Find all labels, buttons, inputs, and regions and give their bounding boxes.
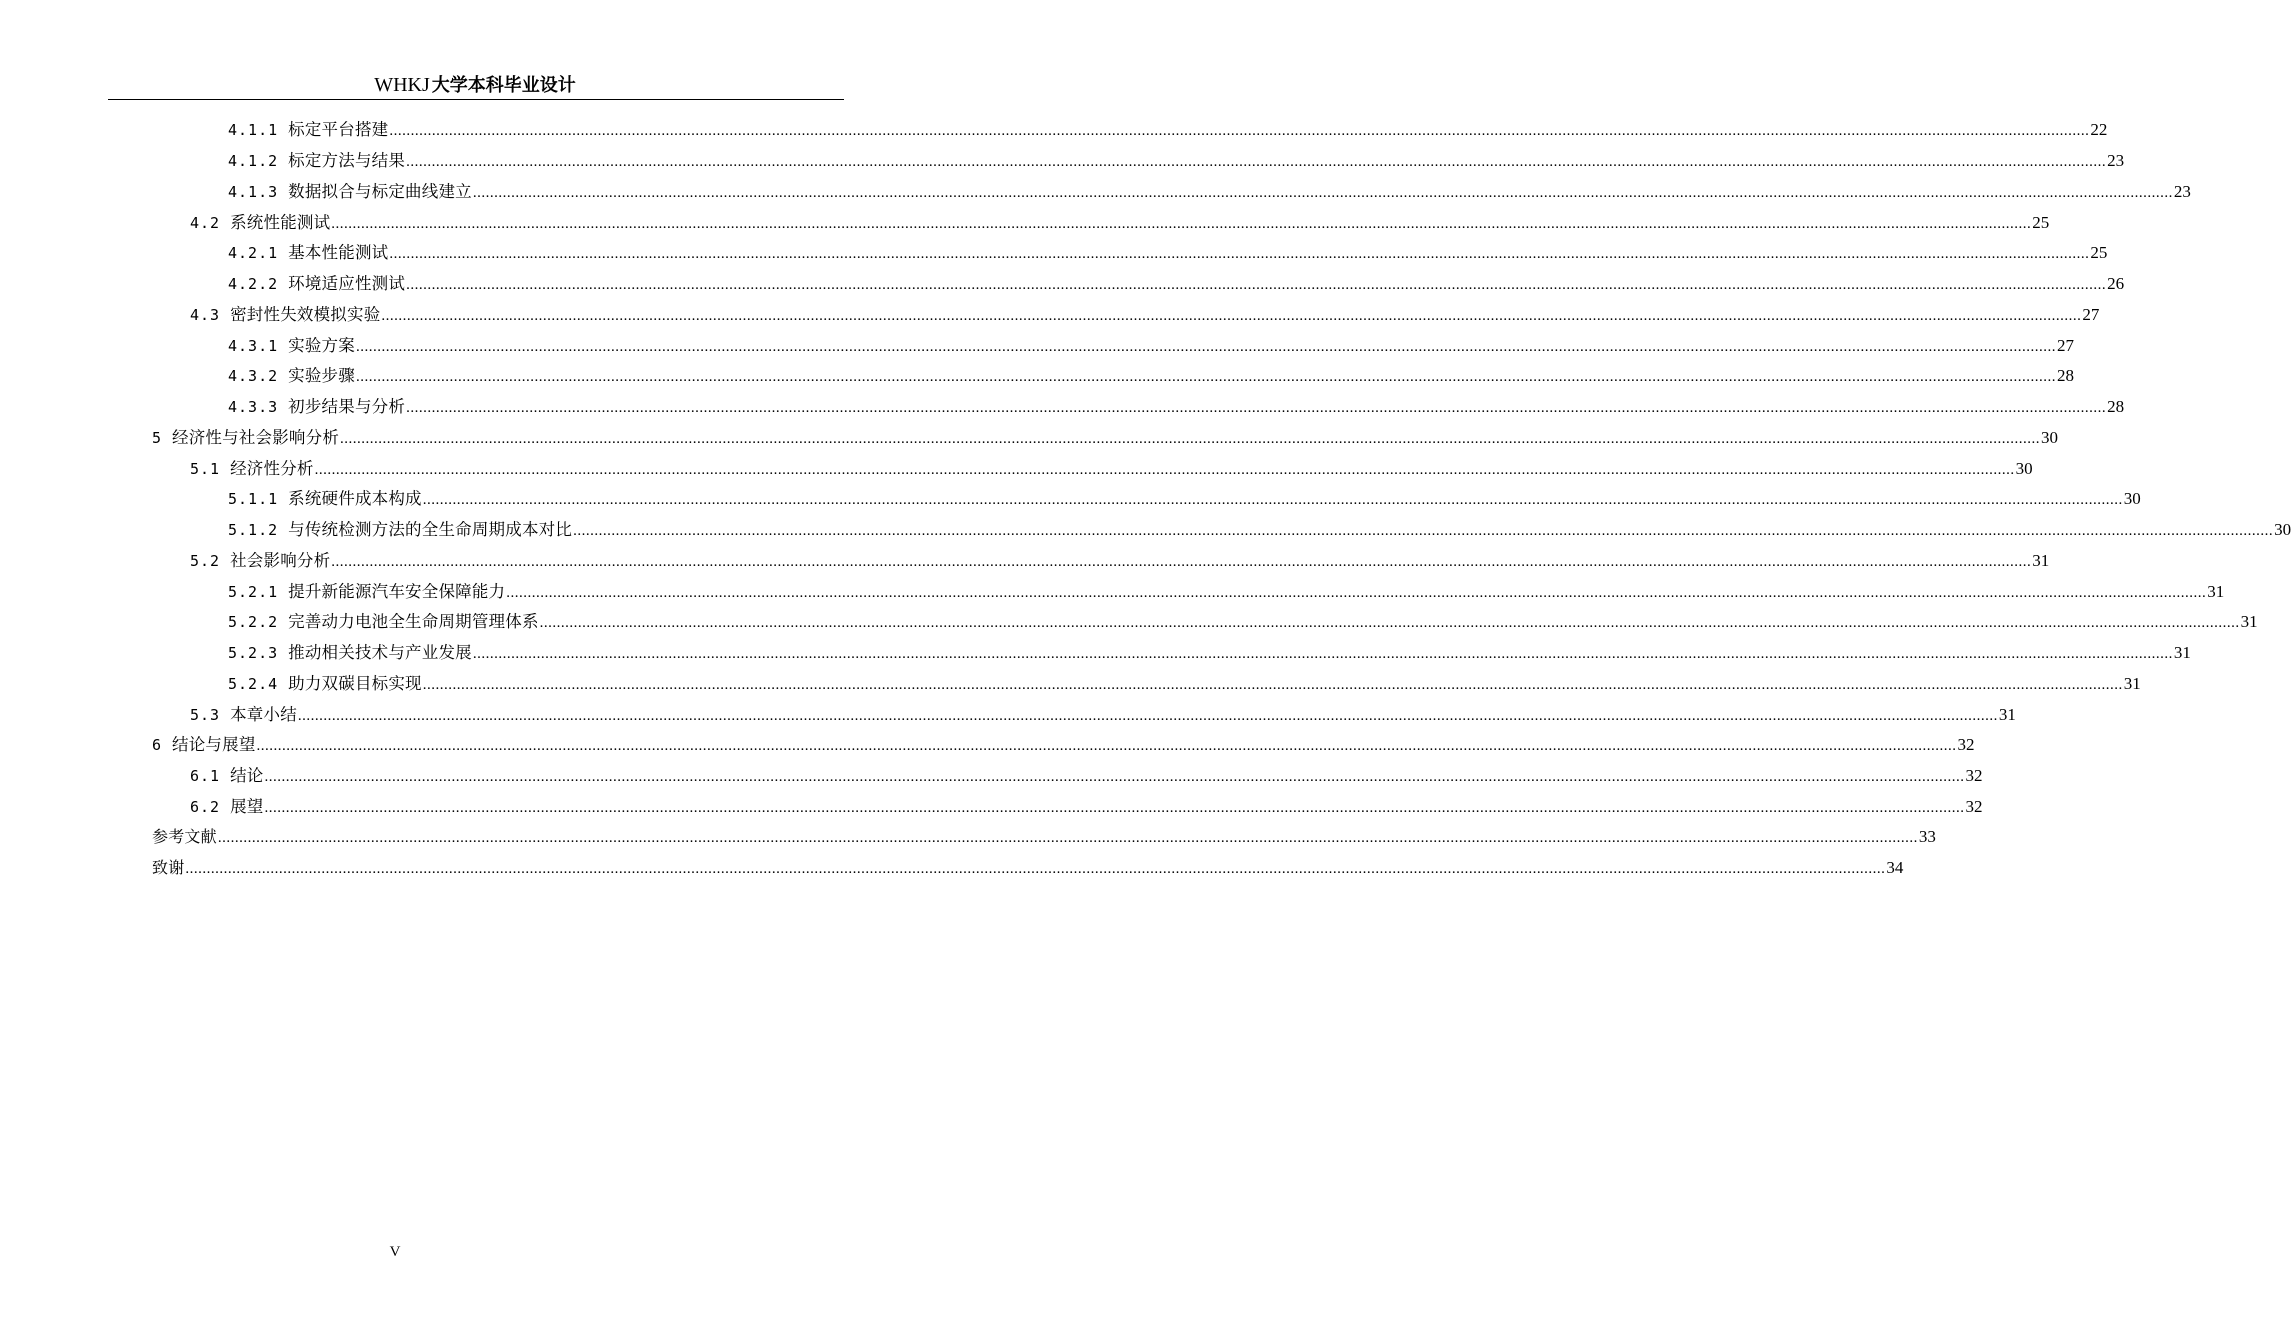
toc-entry-line [152, 424, 2059, 448]
toc-entry[interactable] [0, 513, 2291, 544]
toc-leader-dots: ................................................................................................................................................................................................................................................................................................................................................................................................................ [389, 246, 2090, 263]
toc-entry-line [190, 793, 1983, 817]
toc-entry-title: 数据拟合与标定曲线建立 [288, 181, 472, 201]
toc-entry-page: 31 [1998, 704, 2016, 724]
toc-entry-number: 5.2.2 [228, 613, 279, 632]
toc-entry-title: 经济性分析 [230, 458, 314, 478]
toc-entry-line [228, 178, 2191, 202]
toc-entry[interactable] [0, 267, 2125, 298]
toc-entry[interactable] [0, 451, 2033, 482]
toc-entry-label [228, 670, 422, 694]
toc-entry-line [228, 516, 2291, 540]
toc-entry-line [190, 547, 2050, 571]
toc-entry-title: 经济性与社会影响分析 [172, 427, 340, 447]
toc-entry-number: 4.3.3 [228, 398, 279, 417]
toc-leader-dots: ................................................................................................................................................................................................................................................................................................................................................................................................................ [355, 338, 2056, 355]
toc-entry-page: 32 [1965, 796, 1983, 816]
toc-entry-label [190, 793, 264, 817]
page-number: V [389, 1244, 401, 1260]
toc-entry-page: 26 [2107, 274, 2125, 294]
toc-leader-dots: ................................................................................................................................................................................................................................................................................................................................................................................................................ [422, 492, 2123, 509]
toc-leader-dots: ................................................................................................................................................................................................................................................................................................................................................................................................................ [297, 707, 1998, 724]
header-rule [108, 99, 844, 100]
toc-entry-page: 25 [2032, 212, 2050, 232]
toc-entry-line [228, 670, 2141, 694]
toc-entry-title: 结论 [230, 766, 264, 786]
toc-entry-line [152, 731, 1975, 755]
toc-entry-page: 27 [2082, 304, 2100, 324]
toc-entry[interactable] [0, 205, 2050, 236]
toc-entry-number: 4.3 [190, 305, 221, 324]
toc-entry-label [228, 639, 472, 663]
toc-entry-number: 6.2 [190, 797, 221, 816]
toc-entry-title: 标定平台搭建 [288, 120, 389, 140]
toc-leader-dots: ................................................................................................................................................................................................................................................................................................................................................................................................................ [264, 799, 1965, 816]
toc-entry-title: 本章小结 [230, 704, 297, 724]
toc-entry-line [228, 608, 2258, 632]
toc-entry-label [190, 455, 314, 479]
toc-entry[interactable] [0, 544, 2050, 575]
toc-entry-label [228, 485, 422, 509]
toc-entry-line [152, 855, 1904, 878]
toc-leader-dots: ................................................................................................................................................................................................................................................................................................................................................................................................................ [573, 523, 2274, 540]
toc-entry-title: 系统性能测试 [230, 212, 331, 232]
toc-entry-label [228, 516, 572, 540]
toc-entry-number: 5.2.1 [228, 582, 279, 601]
toc-entry-line [190, 301, 2100, 325]
header-school: WHKJ [374, 74, 430, 96]
toc-leader-dots: ................................................................................................................................................................................................................................................................................................................................................................................................................ [314, 461, 2015, 478]
toc-entry-title: 实验方案 [288, 335, 355, 355]
table-of-contents [0, 113, 2291, 882]
toc-leader-dots: ................................................................................................................................................................................................................................................................................................................................................................................................................ [381, 307, 2082, 324]
toc-entry-page: 30 [2274, 520, 2291, 540]
toc-entry-line [190, 701, 2016, 725]
toc-entry-line [228, 639, 2191, 663]
toc-entry-label [190, 209, 330, 233]
toc-entry-line [228, 362, 2074, 386]
toc-entry-title: 密封性失效模拟实验 [230, 304, 381, 324]
toc-entry[interactable] [0, 298, 2100, 329]
toc-entry-number: 5.1.1 [228, 490, 279, 509]
toc-entry-number: 5.2.4 [228, 674, 279, 693]
toc-entry-line [228, 578, 2225, 602]
toc-entry-label [190, 301, 380, 325]
toc-entry-line [228, 393, 2125, 417]
toc-entry-page: 31 [2173, 643, 2191, 663]
toc-entry[interactable] [0, 759, 1983, 790]
toc-entry-title: 完善动力电池全生命周期管理体系 [288, 612, 539, 632]
toc-entry[interactable] [0, 574, 2225, 605]
toc-entry-page: 30 [2015, 458, 2033, 478]
toc-entry-page: 33 [1918, 827, 1936, 847]
toc-entry[interactable] [0, 359, 2074, 390]
toc-entry[interactable] [0, 851, 1904, 882]
toc-leader-dots: ................................................................................................................................................................................................................................................................................................................................................................................................................ [264, 769, 1965, 786]
toc-entry[interactable] [0, 820, 1936, 851]
toc-entry[interactable] [0, 144, 2125, 175]
toc-entry-label [228, 239, 388, 263]
toc-leader-dots: ................................................................................................................................................................................................................................................................................................................................................................................................................ [506, 584, 2207, 601]
toc-entry[interactable] [0, 113, 2108, 144]
toc-entry-title: 与传统检测方法的全生命周期成本对比 [288, 520, 573, 540]
toc-entry-page: 32 [1957, 735, 1975, 755]
toc-leader-dots: ................................................................................................................................................................................................................................................................................................................................................................................................................ [217, 830, 1918, 847]
toc-entry-number: 5.1 [190, 459, 221, 478]
toc-leader-dots: ................................................................................................................................................................................................................................................................................................................................................................................................................ [331, 553, 2032, 570]
toc-entry[interactable] [0, 728, 1975, 759]
toc-entry-number: 4.1.3 [228, 182, 279, 201]
toc-entry-title: 社会影响分析 [230, 550, 331, 570]
toc-entry-label [190, 547, 330, 571]
toc-entry-label [228, 147, 405, 171]
toc-entry-label [228, 116, 388, 140]
toc-entry-page: 31 [2032, 550, 2050, 570]
toc-entry-page: 25 [2090, 243, 2108, 263]
toc-entry-label [228, 393, 405, 417]
toc-leader-dots: ................................................................................................................................................................................................................................................................................................................................................................................................................ [340, 430, 2041, 447]
toc-entry-title: 提升新能源汽车安全保障能力 [288, 581, 506, 601]
toc-entry-page: 27 [2056, 335, 2074, 355]
toc-entry-label [228, 178, 472, 202]
toc-entry[interactable] [0, 390, 2125, 421]
toc-entry-page: 23 [2173, 181, 2191, 201]
toc-entry-number: 5.3 [190, 705, 221, 724]
toc-entry-line [190, 209, 2050, 233]
toc-entry[interactable] [0, 236, 2108, 267]
toc-entry-page: 23 [2107, 151, 2125, 171]
toc-entry-label [228, 608, 539, 632]
toc-entry-title: 标定方法与结果 [288, 151, 406, 171]
toc-leader-dots: ................................................................................................................................................................................................................................................................................................................................................................................................................ [389, 123, 2090, 140]
toc-leader-dots: ................................................................................................................................................................................................................................................................................................................................................................................................................ [406, 154, 2107, 171]
toc-leader-dots: ................................................................................................................................................................................................................................................................................................................................................................................................................ [185, 860, 1886, 877]
toc-entry-line [228, 147, 2125, 171]
toc-entry[interactable] [0, 605, 2258, 636]
toc-entry-number: 4.2.2 [228, 275, 279, 294]
toc-entry-number: 4.3.1 [228, 336, 279, 355]
toc-entry[interactable] [0, 636, 2191, 667]
page-header [0, 72, 950, 99]
header-title: 大学本科毕业设计 [431, 75, 576, 96]
toc-entry-page: 31 [2240, 612, 2258, 632]
toc-entry-label [152, 855, 184, 878]
toc-entry-title: 参考文献 [152, 827, 217, 847]
toc-entry-label [152, 824, 217, 847]
toc-leader-dots: ................................................................................................................................................................................................................................................................................................................................................................................................................ [539, 615, 2240, 632]
toc-entry-page: 28 [2107, 397, 2125, 417]
toc-leader-dots: ................................................................................................................................................................................................................................................................................................................................................................................................................ [472, 184, 2173, 201]
toc-entry-title: 环境适应性测试 [288, 274, 406, 294]
toc-entry-label [152, 731, 256, 755]
toc-leader-dots: ................................................................................................................................................................................................................................................................................................................................................................................................................ [422, 676, 2123, 693]
toc-entry[interactable] [0, 175, 2191, 206]
toc-entry-page: 30 [2041, 427, 2059, 447]
toc-entry-title: 基本性能测试 [288, 243, 389, 263]
toc-entry-number: 6 [152, 736, 163, 755]
toc-entry-line [228, 239, 2108, 263]
toc-entry[interactable] [0, 667, 2141, 698]
toc-entry-page: 31 [2207, 581, 2225, 601]
toc-leader-dots: ................................................................................................................................................................................................................................................................................................................................................................................................................ [406, 400, 2107, 417]
toc-entry-number: 5.2 [190, 551, 221, 570]
toc-entry-label [190, 762, 264, 786]
toc-entry-number: 5 [152, 428, 163, 447]
toc-entry-line [228, 332, 2074, 356]
toc-entry-number: 4.1.2 [228, 152, 279, 171]
toc-entry-title: 实验步骤 [288, 366, 355, 386]
toc-entry-page: 22 [2090, 120, 2108, 140]
toc-entry-label [228, 362, 355, 386]
toc-entry-number: 4.1.1 [228, 121, 279, 140]
toc-entry-title: 展望 [230, 796, 264, 816]
toc-leader-dots: ................................................................................................................................................................................................................................................................................................................................................................................................................ [256, 738, 1957, 755]
toc-entry[interactable] [0, 790, 1983, 821]
toc-leader-dots: ................................................................................................................................................................................................................................................................................................................................................................................................................ [355, 369, 2056, 386]
toc-entry[interactable] [0, 328, 2074, 359]
toc-leader-dots: ................................................................................................................................................................................................................................................................................................................................................................................................................ [406, 277, 2107, 294]
toc-entry-line [190, 762, 1983, 786]
toc-entry-title: 初步结果与分析 [288, 397, 406, 417]
toc-entry-page: 30 [2123, 489, 2141, 509]
toc-entry-label [152, 424, 339, 448]
toc-entry-number: 5.2.3 [228, 644, 279, 663]
toc-entry-title: 助力双碳目标实现 [288, 673, 422, 693]
toc-entry-number: 4.2.1 [228, 244, 279, 263]
toc-entry[interactable] [0, 697, 2016, 728]
toc-entry-line [190, 455, 2033, 479]
toc-entry-page: 32 [1965, 766, 1983, 786]
toc-entry-title: 系统硬件成本构成 [288, 489, 422, 509]
toc-entry-line [228, 485, 2141, 509]
toc-entry-line [152, 824, 1936, 847]
toc-entry-number: 4.3.2 [228, 367, 279, 386]
toc-entry-number: 4.2 [190, 213, 221, 232]
toc-entry-number: 5.1.2 [228, 521, 279, 540]
toc-entry-page: 34 [1886, 857, 1904, 877]
toc-entry-label [228, 578, 505, 602]
toc-entry-line [228, 116, 2108, 140]
toc-entry-label [190, 701, 297, 725]
toc-entry-title: 推动相关技术与产业发展 [288, 643, 472, 663]
toc-entry-number: 6.1 [190, 767, 221, 786]
toc-entry[interactable] [0, 482, 2141, 513]
toc-entry-page: 31 [2123, 673, 2141, 693]
toc-entry-line [228, 270, 2125, 294]
toc-entry-page: 28 [2056, 366, 2074, 386]
toc-entry-label [228, 332, 355, 356]
toc-entry-title: 结论与展望 [172, 735, 256, 755]
toc-leader-dots: ................................................................................................................................................................................................................................................................................................................................................................................................................ [472, 646, 2173, 663]
toc-entry-title: 致谢 [152, 857, 185, 877]
toc-leader-dots: ................................................................................................................................................................................................................................................................................................................................................................................................................ [331, 215, 2032, 232]
toc-entry-label [228, 270, 405, 294]
toc-entry[interactable] [0, 421, 2059, 452]
